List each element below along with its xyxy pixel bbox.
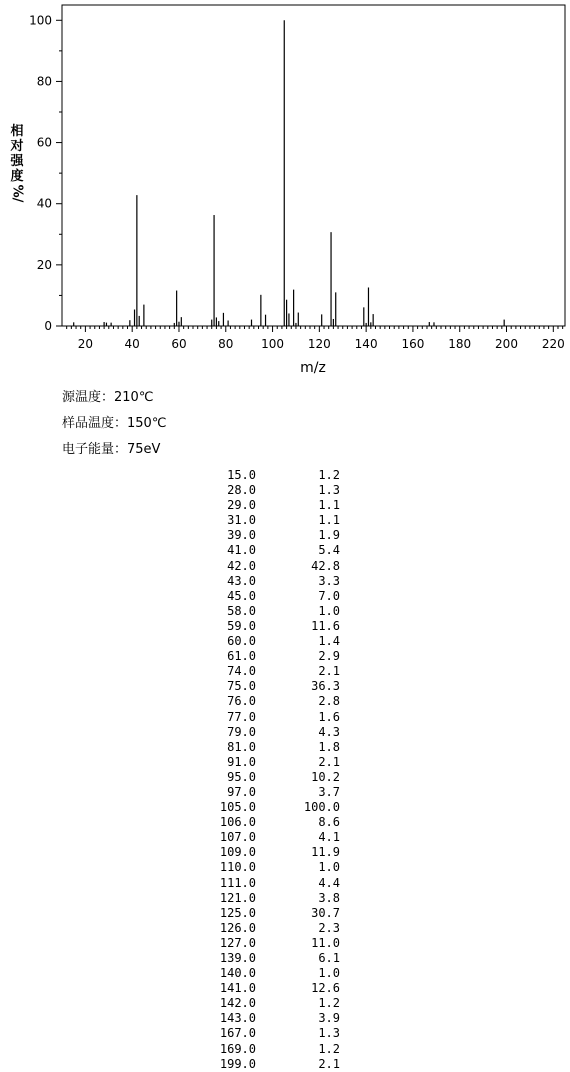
table-row [190,619,340,634]
table-row [190,921,340,936]
y-axis-label-unit: %/ [9,184,25,203]
mz-cell: 31.0 [227,513,256,528]
intensity-cell: 1.1 [318,513,340,528]
mz-cell: 140.0 [219,966,256,981]
spectrum-peaks [74,20,504,326]
mz-cell: 45.0 [227,588,256,603]
intensity-cell: 1.3 [318,1026,340,1041]
mz-cell: 39.0 [227,528,256,543]
table-row [190,574,340,589]
y-tick-label: 20 [36,257,52,272]
intensity-cell: 2.1 [318,664,340,679]
table-row [190,543,340,558]
table-row [190,740,340,755]
intensity-cell: 11.6 [311,618,340,633]
intensity-cell: 3.9 [318,1011,340,1026]
table-row [190,634,340,649]
mz-cell: 143.0 [219,1011,256,1026]
table-row [190,1057,340,1072]
table-row [190,785,340,800]
intensity-cell: 11.9 [311,845,340,860]
y-axis-label-chars [8,124,26,184]
table-row [190,649,340,664]
mz-cell: 111.0 [219,875,256,890]
intensity-cell: 7.0 [318,588,340,603]
y-tick-label: 60 [36,135,52,150]
intensity-cell: 3.3 [318,573,340,588]
x-axis-ticks [67,326,565,351]
mz-cell: 110.0 [219,860,256,875]
intensity-cell: 3.7 [318,784,340,799]
mz-cell: 58.0 [227,603,256,618]
mz-cell: 74.0 [227,664,256,679]
mz-cell: 77.0 [227,709,256,724]
intensity-cell: 1.6 [318,709,340,724]
table-row [190,1011,340,1026]
table-row [190,468,340,483]
mz-cell: 81.0 [227,739,256,754]
intensity-cell: 2.1 [318,754,340,769]
intensity-cell: 11.0 [311,935,340,950]
table-row [190,483,340,498]
intensity-cell: 2.8 [318,694,340,709]
intensity-cell: 1.2 [318,996,340,1011]
mz-cell: 15.0 [227,468,256,482]
mz-cell: 125.0 [219,905,256,920]
table-row [190,951,340,966]
sample-temperature: 样品温度：150℃ [62,416,167,431]
intensity-cell: 1.0 [318,966,340,981]
mz-cell: 167.0 [219,1026,256,1041]
intensity-cell: 100.0 [303,800,340,815]
table-row [190,664,340,679]
mz-cell: 79.0 [227,724,256,739]
x-tick-label: 140 [354,337,378,351]
x-tick-label: 180 [448,337,472,351]
table-row [190,996,340,1011]
x-tick-label: 220 [541,337,565,351]
intensity-cell: 2.1 [318,1056,340,1071]
table-row [190,800,340,815]
table-row [190,755,340,770]
x-axis-label: m/z [300,360,326,376]
intensity-cell: 1.1 [318,498,340,513]
table-row [190,528,340,543]
table-row [190,830,340,845]
intensity-cell: 1.3 [318,483,340,498]
x-tick-label: 20 [77,337,94,351]
intensity-cell: 5.4 [318,543,340,558]
mz-cell: 41.0 [227,543,256,558]
intensity-cell: 3.8 [318,890,340,905]
mz-cell: 121.0 [219,890,256,905]
y-axis-label-char: 对 [10,139,24,154]
mass-spectrum-chart [0,0,570,380]
y-tick-label: 100 [29,13,52,28]
mz-cell: 29.0 [227,498,256,513]
table-row [190,725,340,740]
intensity-cell: 10.2 [311,769,340,784]
mz-cell: 169.0 [219,1041,256,1056]
mz-cell: 59.0 [227,618,256,633]
x-tick-label: 160 [401,337,425,351]
y-axis-label-char: 度 [10,169,24,184]
table-row [190,679,340,694]
mz-cell: 97.0 [227,784,256,799]
table-row [190,876,340,891]
intensity-cell: 42.8 [311,558,340,573]
x-tick-label: 120 [307,337,331,351]
intensity-cell: 1.2 [318,1041,340,1056]
table-row [190,906,340,921]
mz-cell: 105.0 [219,800,256,815]
mz-cell: 107.0 [219,830,256,845]
electron-energy: 电子能量：75eV [62,442,161,457]
x-tick-label: 100 [261,337,285,351]
mz-cell: 139.0 [219,951,256,965]
intensity-cell: 1.4 [318,634,340,649]
mz-cell: 141.0 [219,981,256,996]
mz-cell: 126.0 [219,920,256,935]
x-tick-label: 80 [218,337,234,351]
intensity-cell: 4.4 [318,875,340,890]
intensity-cell: 30.7 [311,905,340,920]
intensity-cell: 1.9 [318,528,340,543]
mz-cell: 60.0 [227,634,256,649]
mz-cell: 109.0 [219,845,256,860]
intensity-cell: 4.3 [318,724,340,739]
x-tick-label: 40 [124,337,140,351]
intensity-cell: 2.9 [318,649,340,664]
mz-cell: 43.0 [227,573,256,588]
intensity-cell: 2.3 [318,920,340,935]
y-axis-label-char: 强 [10,154,24,169]
table-row [190,694,340,709]
table-row [190,891,340,906]
table-row [190,815,340,830]
mz-cell: 127.0 [219,935,256,950]
mz-cell: 75.0 [227,679,256,694]
mz-cell: 142.0 [219,996,256,1011]
table-row [190,498,340,513]
table-row [190,936,340,951]
table-row [190,1026,340,1041]
mz-cell: 95.0 [227,769,256,784]
peak-table [190,468,340,1072]
y-axis-label [8,124,26,201]
intensity-cell: 8.6 [318,815,340,830]
intensity-cell: 1.0 [318,860,340,875]
mz-cell: 28.0 [227,483,256,498]
mz-cell: 61.0 [227,649,256,664]
y-axis-ticks [29,13,62,333]
x-tick-label: 60 [171,337,187,351]
table-row [190,860,340,875]
intensity-cell: 1.0 [318,603,340,618]
y-tick-label: 0 [44,319,52,333]
table-row [190,770,340,785]
table-row [190,710,340,725]
mz-cell: 42.0 [227,558,256,573]
table-row [190,513,340,528]
source-temperature: 源温度：210℃ [62,390,154,405]
intensity-cell: 1.2 [318,468,340,482]
y-tick-label: 80 [36,74,52,89]
intensity-cell: 4.1 [318,830,340,845]
mz-cell: 199.0 [219,1056,256,1071]
table-row [190,845,340,860]
table-row [190,604,340,619]
table-row [190,559,340,574]
mz-cell: 91.0 [227,754,256,769]
y-axis-label-char: 相 [10,124,24,139]
table-row [190,1042,340,1057]
table-row [190,589,340,604]
mz-cell: 106.0 [219,815,256,830]
mz-cell: 76.0 [227,694,256,709]
table-row [190,966,340,981]
table-row [190,981,340,996]
x-tick-label: 200 [495,337,518,351]
intensity-cell: 12.6 [311,981,340,996]
intensity-cell: 6.1 [318,951,340,965]
acquisition-conditions [62,388,166,466]
intensity-cell: 36.3 [311,679,340,694]
intensity-cell: 1.8 [318,739,340,754]
y-tick-label: 40 [36,196,52,211]
